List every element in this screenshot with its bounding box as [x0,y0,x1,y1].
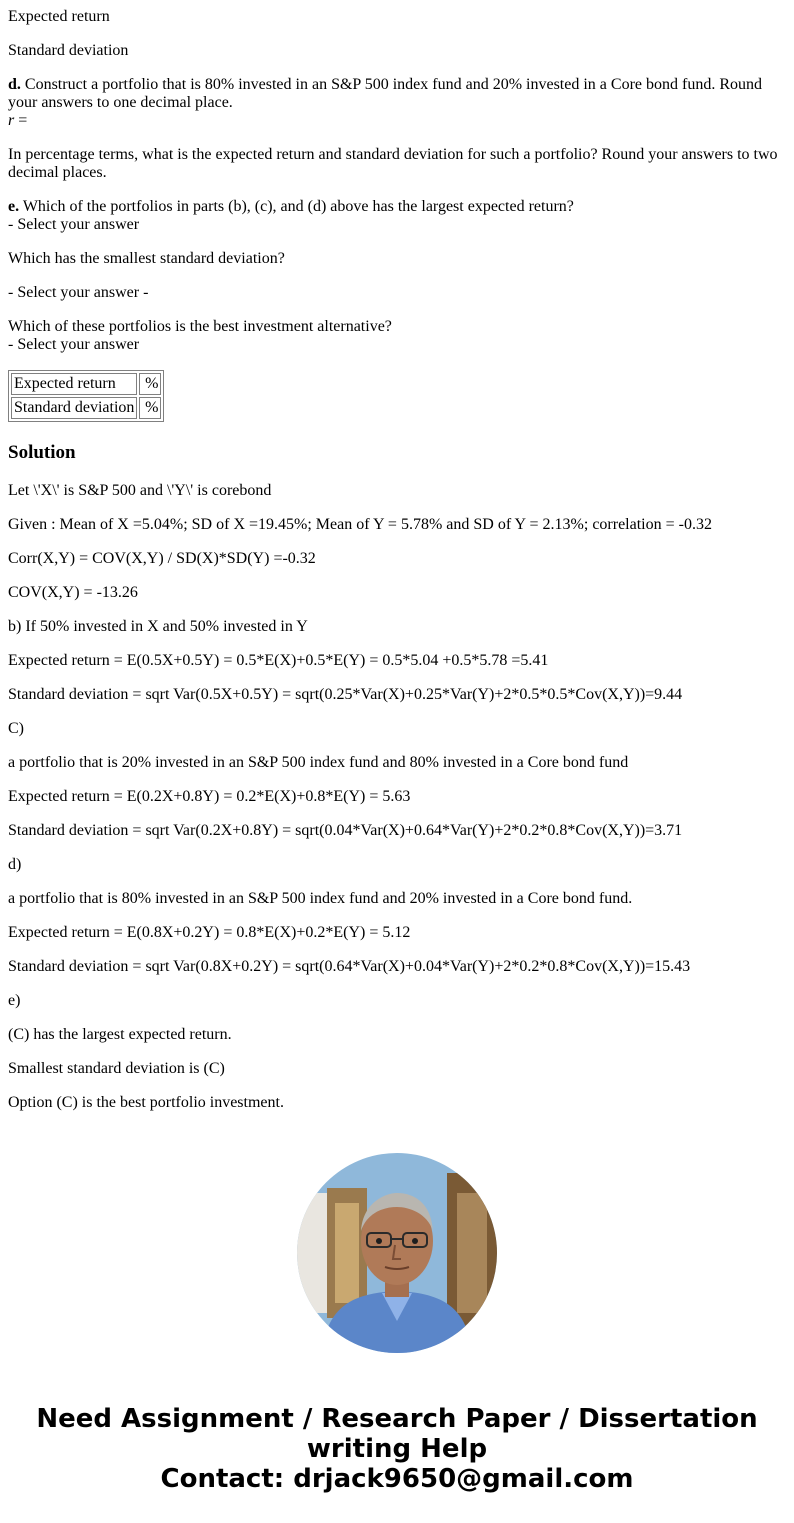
select-answer-largest-return[interactable]: - Select your answer [8,216,140,233]
question-e-label: e. [8,198,20,215]
promo-line-2: writing Help [306,1434,488,1464]
person-portrait-icon [297,1153,497,1353]
question-smallest-sd: Which has the smallest standard deviation? [8,250,285,267]
solution-line: Standard deviation = sqrt Var(0.5X+0.5Y) = sqrt(0.25*Var(X)+0.25*Var(Y)+2*0.5*0.5*Cov(X,Y))=9.44 [8,686,683,703]
solution-line: Smallest standard deviation is (C) [8,1060,225,1077]
solution-line: Expected return = E(0.5X+0.5Y) = 0.5*E(X)+0.5*E(Y) = 0.5*5.04 +0.5*5.78 =5.41 [8,652,549,669]
solution-line: Option (C) is the best portfolio investment. [8,1094,284,1111]
row-label-standard-deviation: Standard deviation [11,397,137,419]
question-e [8,198,786,234]
solution-line: b) If 50% invested in X and 50% invested in Y [8,618,308,635]
table-row [11,397,161,419]
solution-line: a portfolio that is 80% invested in an S&P 500 index fund and 20% invested in a Core bond fund. [8,890,633,907]
question-e-text: Which of the portfolios in parts (b), (c), and (d) above has the largest expected return? [22,198,574,215]
solution-line: Standard deviation = sqrt Var(0.2X+0.8Y) = sqrt(0.04*Var(X)+0.64*Var(Y)+2*0.2*0.8*Cov(X,Y))=3.71 [8,822,683,839]
solution-line: e) [8,992,21,1009]
solution-line: (C) has the largest expected return. [8,1026,232,1043]
author-avatar [297,1153,497,1353]
promo-line-1: Need Assignment / Research Paper / Dissertation [36,1404,758,1434]
solution-line: C) [8,720,24,737]
percent-input-expected-return[interactable]: % [139,373,161,395]
solution-line: a portfolio that is 20% invested in an S&P 500 index fund and 80% invested in a Core bond fund [8,754,629,771]
question-d-label: d. [8,76,21,93]
promo-contact[interactable]: Contact: drjack9650@gmail.com [160,1464,634,1494]
row-label-expected-return: Expected return [11,373,137,395]
r-variable: r [8,112,15,129]
solution-line: COV(X,Y) = -13.26 [8,584,138,601]
standard-deviation-line: Standard deviation [8,42,129,59]
solution-line: Standard deviation = sqrt Var(0.8X+0.2Y) = sqrt(0.64*Var(X)+0.04*Var(Y)+2*0.2*0.8*Cov(X,Y))=15.43 [8,958,691,975]
select-answer-best-investment[interactable]: - Select your answer [8,336,140,353]
solution-heading: Solution [8,442,76,463]
question-d-text: Construct a portfolio that is 80% invested in an S&P 500 index fund and 20% invested in a Core bond fund. Round your answers to one decimal place. [8,76,762,111]
percent-input-standard-deviation[interactable]: % [139,397,161,419]
expected-return-line: Expected return [8,8,110,25]
table-row [11,373,161,395]
promo-banner [0,1404,794,1494]
question-best-investment [8,318,786,354]
solution-line: Let \'X\' is S&P 500 and \'Y\' is corebond [8,482,272,499]
question-best-text: Which of these portfolios is the best investment alternative? [8,318,392,335]
solution-line: Corr(X,Y) = COV(X,Y) / SD(X)*SD(Y) =-0.32 [8,550,316,567]
solution-line: Expected return = E(0.8X+0.2Y) = 0.8*E(X)+0.2*E(Y) = 5.12 [8,924,411,941]
question-d [8,76,786,130]
answer-table [8,370,164,422]
solution-line: Given : Mean of X =5.04%; SD of X =19.45%; Mean of Y = 5.78% and SD of Y = 2.13%; correlation = -0.32 [8,516,712,533]
question-d-followup: In percentage terms, what is the expected return and standard deviation for such a portfolio? Round your answers to two decimal places. [8,146,778,181]
select-answer-smallest-sd[interactable]: - Select your answer - [8,284,149,301]
solution-line: Expected return = E(0.2X+0.8Y) = 0.2*E(X)+0.8*E(Y) = 5.63 [8,788,411,805]
solution-line: d) [8,856,22,873]
r-equals: = [14,112,28,129]
